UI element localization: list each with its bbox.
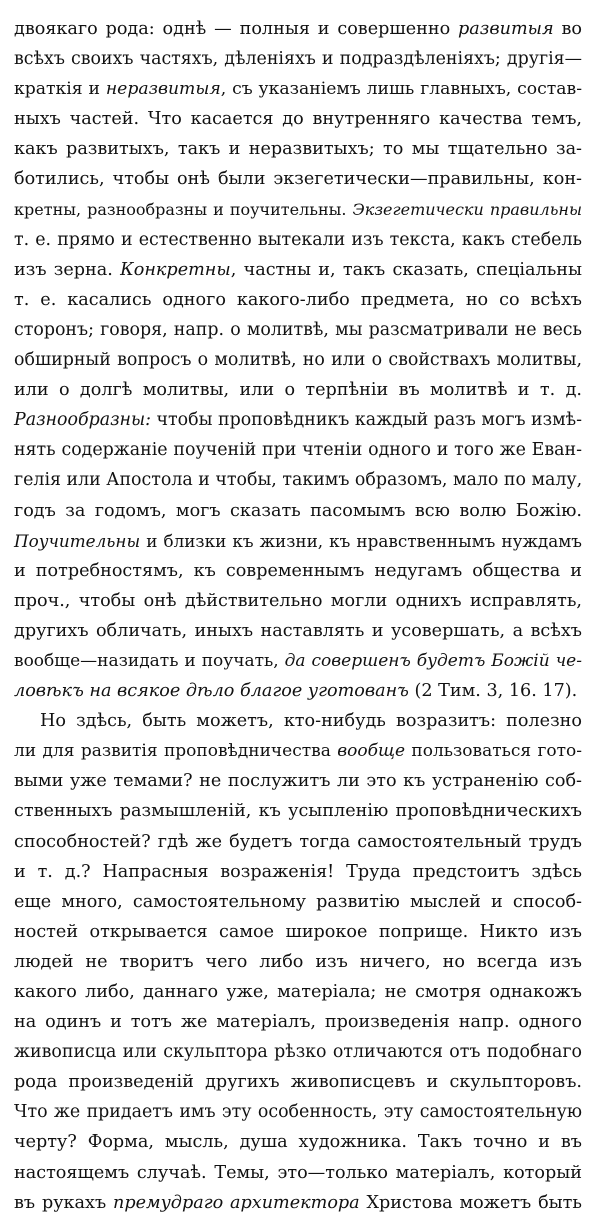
text-line: [14, 676, 582, 706]
text-line: [14, 526, 582, 556]
text-line: [14, 1007, 582, 1037]
text-line: [14, 616, 582, 646]
text-run: выми уже темами? не послужитъ ли это къ устраненію соб-: [14, 771, 582, 792]
text-run: изъ зерна.: [14, 259, 121, 280]
text-line: [14, 255, 582, 285]
italic-phrase: премудраго архитектора: [113, 1192, 360, 1213]
text-run: людей не творитъ чего либо изъ ничего, но всегда изъ: [14, 951, 582, 972]
text-line: [14, 556, 582, 586]
text-line: [14, 405, 582, 435]
text-line: [14, 496, 582, 526]
text-line: [14, 1127, 582, 1157]
text-line: [14, 104, 582, 134]
text-run: нять содержаніе поученій при чтеніи одного и того же Еван-: [14, 440, 582, 461]
text-run: (2 Тим. 3, 16. 17).: [408, 681, 578, 702]
text-line: [14, 315, 582, 345]
italic-phrase: Экзегетически правильны: [352, 199, 582, 219]
text-run: двоякаго рода: однѣ — полныя и совершенно: [14, 19, 459, 39]
text-run: краткія и: [14, 79, 106, 100]
text-run: чтобы проповѣдникъ каждый разъ могъ измѣ-: [151, 410, 583, 431]
text-run: Но здѣсь, быть можетъ, кто-нибудь возразитъ: полезно: [40, 711, 582, 732]
text-run: ственныхъ размышленій, къ усыпленію проповѣдническихъ: [14, 801, 582, 822]
text-run: обширный вопросъ о молитвѣ, но или о свойствахъ молитвы,: [14, 350, 582, 371]
text-line: [14, 14, 582, 44]
text-run: настоящемъ случаѣ. Темы, это—только матеріалъ, который: [14, 1162, 582, 1183]
text-line: [14, 435, 582, 465]
text-run: и близки къ жизни, къ нравственнымъ нуждамъ: [140, 530, 582, 551]
text-run: живописца или скульптора рѣзко отличаются отъ подобнаго: [14, 1042, 582, 1063]
text-run: кретны, разнообразны и поучительны.: [14, 199, 353, 219]
italic-phrase: Поучительны: [14, 530, 141, 551]
text-run: всѣхъ своихъ частяхъ, дѣленіяхъ и подраздѣленіяхъ; другія—: [14, 49, 582, 70]
text-line: [14, 195, 582, 225]
text-line: [14, 134, 582, 164]
text-run: Что же придаетъ имъ эту особенность, эту самостоятельную: [14, 1102, 582, 1123]
text-line: [14, 887, 582, 917]
text-run: способностей? гдѣ же будетъ тогда самостоятельный трудъ: [14, 831, 582, 852]
text-line: [14, 285, 582, 315]
text-line: [14, 1067, 582, 1097]
text-run: какого либо, даннаго уже, матеріала; не смотря однакожъ: [14, 982, 582, 1002]
text-line: [14, 736, 582, 766]
paragraph: [14, 14, 582, 706]
text-run: или о долгѣ молитвы, или о терпѣніи въ молитвѣ и т. д.: [14, 380, 582, 401]
text-run: и т. д.? Напрасныя возраженія! Труда предстоитъ здѣсь: [14, 861, 582, 882]
text-run: какъ развитыхъ, такъ и неразвитыхъ; то мы тщательно за-: [14, 139, 582, 160]
text-run: сторонъ; говоря, напр. о молитвѣ, мы разсматривали не весь: [14, 319, 582, 340]
text-line: [14, 1037, 582, 1067]
page-text: [14, 14, 582, 1218]
text-run: ли для развитія проповѣдничества: [14, 741, 338, 762]
text-run: черту? Форма, мысль, душа художника. Такъ точно и въ: [14, 1132, 582, 1153]
text-line: [14, 465, 582, 495]
italic-phrase: Разнообразны:: [14, 410, 152, 431]
text-run: пользоваться гото-: [405, 741, 583, 762]
text-run: на одинъ и тотъ же матеріалъ, произведенія напр. одного: [14, 1012, 582, 1033]
text-run: годъ за годомъ, могъ сказать пасомымъ всю волю Божію.: [14, 500, 582, 521]
italic-phrase: Конкретны: [120, 259, 231, 280]
text-run: другихъ обличать, иныхъ наставлять и усовершать, а всѣхъ: [14, 620, 582, 641]
text-line: [14, 375, 582, 405]
text-run: ныхъ частей. Что касается до внутренняго качества темъ,: [14, 109, 582, 130]
text-run: гелія или Апостола и чтобы, такимъ образомъ, мало по малу,: [14, 470, 583, 491]
text-line: [14, 44, 582, 74]
text-line: [14, 586, 582, 616]
text-run: еще много, самостоятельному развитію мыслей и способ-: [14, 891, 582, 912]
text-run: проч., чтобы онѣ дѣйствительно могли однихъ исправлять,: [14, 590, 582, 611]
text-line: [14, 164, 582, 194]
text-run: , съ указаніемъ лишь главныхъ, состав-: [220, 79, 583, 100]
text-line: [14, 345, 582, 375]
text-line: [14, 827, 582, 857]
italic-phrase: неразвитыя: [105, 79, 221, 100]
text-run: Христова можетъ быть: [359, 1192, 582, 1213]
text-line: [14, 1097, 582, 1127]
paragraph: [14, 706, 582, 1218]
text-run: ностей открывается самое широкое поприще. Никто изъ: [14, 921, 582, 942]
text-run: и потребностямъ, къ современнымъ недугамъ общества и: [14, 560, 582, 581]
text-run: т. е. прямо и естественно вытекали изъ текста, какъ стебель: [14, 229, 582, 250]
text-run: т. е. касались одного какого-либо предмета, но со всѣхъ: [14, 289, 582, 310]
text-line: [14, 706, 582, 736]
text-run: рода произведеній другихъ живописцевъ и скульпторовъ.: [14, 1072, 582, 1093]
text-line: [14, 1158, 582, 1188]
text-line: [14, 766, 582, 796]
text-line: [14, 977, 582, 1007]
text-line: [14, 646, 582, 676]
text-run: вообще—назидать и поучать,: [14, 650, 285, 671]
text-line: [14, 857, 582, 887]
text-line: [14, 74, 582, 104]
italic-phrase: да совершенъ будетъ Божій че-: [284, 650, 582, 671]
text-run: ботились, чтобы онѣ были экзегетически—правильны, кон-: [14, 169, 582, 190]
text-line: [14, 947, 582, 977]
text-run: въ рукахъ: [14, 1192, 113, 1213]
text-line: [14, 796, 582, 826]
text-line: [14, 225, 582, 255]
italic-phrase: ловѣкъ на всякое дѣло благое уготованъ: [14, 681, 409, 702]
text-line: [14, 1188, 582, 1218]
italic-phrase: вообще: [337, 741, 406, 762]
text-line: [14, 917, 582, 947]
italic-phrase: развитыя: [458, 19, 554, 39]
text-run: , частны и, такъ сказать, спеціальны: [230, 259, 583, 280]
text-run: во: [553, 19, 582, 39]
